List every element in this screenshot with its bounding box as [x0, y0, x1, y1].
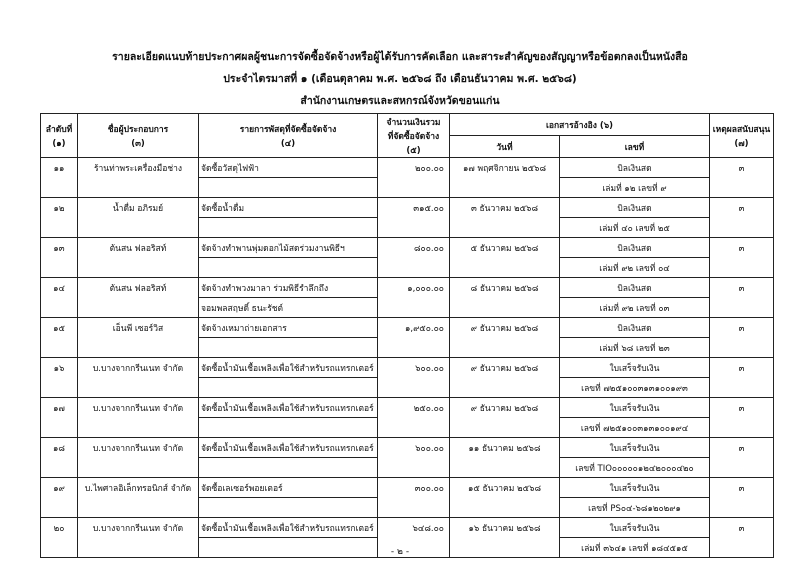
table-row-continuation [41, 218, 774, 238]
empty-cell [378, 458, 450, 478]
item-description-line2 [199, 498, 378, 518]
amount: ๘๐๐.๐๐ [378, 238, 450, 258]
reference-date: ๓ ธันวาคม ๒๕๖๘ [450, 198, 560, 218]
empty-cell [41, 258, 78, 278]
empty-cell [450, 418, 560, 438]
reference-doc-number: เลขที่ TIO๐๐๐๐๐๑๒๔๒๐๐๐๔๒๐ [560, 458, 710, 478]
empty-cell [710, 498, 774, 518]
item-description: จัดจ้างทำพวงมาลา ร่วมพิธีรำลึกถึง [199, 278, 378, 298]
empty-cell [78, 178, 199, 198]
reason-code: ๓ [710, 518, 774, 538]
item-description: จัดจ้างทำพานพุ่มดอกไม้สดร่วมงานพิธีฯ [199, 238, 378, 258]
header-ref-date: วันที่ [450, 136, 560, 158]
empty-cell [78, 338, 199, 358]
empty-cell [710, 458, 774, 478]
header-reference: เอกสารอ้างอิง (๖) [450, 114, 710, 136]
reason-code: ๓ [710, 438, 774, 458]
reference-date: ๑๑ ธันวาคม ๒๕๖๘ [450, 438, 560, 458]
item-description-line2 [199, 338, 378, 358]
amount: ๑,๐๐๐.๐๐ [378, 278, 450, 298]
table-row-continuation [41, 298, 774, 318]
table-row [41, 358, 774, 378]
header-vendor: ชื่อผู้ประกอบการ (๓) [78, 114, 199, 158]
item-description: จัดจ้างเหมาถ่ายเอกสาร [199, 318, 378, 338]
reference-doc-number: เล่มที่ ๑๒ เลขที่ ๙ [560, 178, 710, 198]
row-number: ๑๑ [41, 158, 78, 178]
vendor-name: เอ็นพี เซอร์วิส [78, 318, 199, 338]
empty-cell [78, 418, 199, 438]
document-office: สำนักงานเกษตรและสหกรณ์จังหวัดขอนแก่น [300, 95, 500, 107]
table-row [41, 318, 774, 338]
reason-code: ๓ [710, 398, 774, 418]
empty-cell [710, 258, 774, 278]
row-number: ๑๙ [41, 478, 78, 498]
reference-doc-number: เลขที่ ๗๒๕๑๐๐๓๑๓๑๐๐๑๙๓ [560, 378, 710, 398]
amount: ๑,๙๕๐.๐๐ [378, 318, 450, 338]
item-description: จัดซื้อน้ำมันเชื้อเพลิงเพื่อใช้สำหรับรถแทรกเตอร์ [199, 438, 378, 458]
empty-cell [450, 258, 560, 278]
reference-doc-number: เล่มที่ ๙๒ เลขที่ ๐๔ [560, 258, 710, 278]
row-number: ๒๐ [41, 518, 78, 538]
amount: ๓๐๐.๐๐ [378, 478, 450, 498]
page-number: - ๒ - [390, 547, 410, 557]
reference-date: ๙ ธันวาคม ๒๕๖๘ [450, 318, 560, 338]
reference-date: ๑๕ ธันวาคม ๒๕๖๘ [450, 478, 560, 498]
table-row-continuation [41, 418, 774, 438]
reference-doc-type: บิลเงินสด [560, 278, 710, 298]
reference-date: ๕ ธันวาคม ๒๕๖๘ [450, 238, 560, 258]
row-number: ๑๗ [41, 398, 78, 418]
reference-doc-number: เล่มที่ ๖๘ เลขที่ ๒๓ [560, 338, 710, 358]
table-row [41, 198, 774, 218]
table-row-continuation [41, 258, 774, 278]
item-description-line2 [199, 258, 378, 278]
reason-code: ๓ [710, 358, 774, 378]
empty-cell [710, 298, 774, 318]
empty-cell [78, 458, 199, 478]
reason-code: ๓ [710, 238, 774, 258]
table-row [41, 158, 774, 178]
empty-cell [78, 498, 199, 518]
item-description-line2 [199, 378, 378, 398]
empty-cell [450, 178, 560, 198]
item-description: จัดซื้อน้ำดื่ม [199, 198, 378, 218]
header-amount: จำนวนเงินรวม ที่จัดซื้อจัดจ้าง (๕) [378, 114, 450, 158]
empty-cell [41, 378, 78, 398]
table-row [41, 478, 774, 498]
empty-cell [450, 378, 560, 398]
vendor-name: บ.บางจากกรีนเนท จำกัด [78, 518, 199, 538]
empty-cell [450, 498, 560, 518]
reference-doc-type: ใบเสร็จรับเงิน [560, 358, 710, 378]
header-ref-no: เลขที่ [560, 136, 710, 158]
header-item: รายการพัสดุที่จัดซื้อจัดจ้าง (๔) [199, 114, 378, 158]
vendor-name: ต้นสน ฟลอริสท์ [78, 238, 199, 258]
vendor-name: บ.บางจากกรีนเนท จำกัด [78, 438, 199, 458]
vendor-name: บ.บางจากกรีนเนท จำกัด [78, 358, 199, 378]
vendor-name: น้ำดื่ม อภิรมย์ [78, 198, 199, 218]
vendor-name: บ.ไพศาลอิเล็กทรอนิกส์ จำกัด [78, 478, 199, 498]
row-number: ๑๒ [41, 198, 78, 218]
amount: ๖๐๐.๐๐ [378, 358, 450, 378]
empty-cell [41, 338, 78, 358]
table-row [41, 398, 774, 418]
table-row-continuation [41, 378, 774, 398]
reason-code: ๓ [710, 278, 774, 298]
empty-cell [41, 298, 78, 318]
table-row-continuation [41, 178, 774, 198]
empty-cell [378, 418, 450, 438]
reference-doc-type: บิลเงินสด [560, 198, 710, 218]
amount: ๒๐๐.๐๐ [378, 158, 450, 178]
empty-cell [710, 418, 774, 438]
item-description-line2 [199, 418, 378, 438]
reference-date: ๙ ธันวาคม ๒๕๖๘ [450, 398, 560, 418]
empty-cell [41, 458, 78, 478]
item-description-line2 [199, 178, 378, 198]
reference-doc-type: ใบเสร็จรับเงิน [560, 438, 710, 458]
reason-code: ๓ [710, 478, 774, 498]
item-description-line2 [199, 458, 378, 478]
reference-doc-number: เล่มที่ ๙๒ เลขที่ ๐๓ [560, 298, 710, 318]
row-number: ๑๖ [41, 358, 78, 378]
amount: ๓๑๕.๐๐ [378, 198, 450, 218]
vendor-name: ร้านท่าพระเครื่องมือช่าง [78, 158, 199, 178]
empty-cell [78, 298, 199, 318]
empty-cell [710, 378, 774, 398]
procurement-table [40, 113, 774, 558]
empty-cell [378, 258, 450, 278]
reference-doc-number: เล่มที่ ๔๐ เลขที่ ๒๕ [560, 218, 710, 238]
empty-cell [41, 218, 78, 238]
header-reason: เหตุผลสนับสนุน (๗) [710, 114, 774, 158]
table-row-continuation [41, 338, 774, 358]
item-description: จัดซื้อน้ำมันเชื้อเพลิงเพื่อใช้สำหรับรถแทรกเตอร์ [199, 358, 378, 378]
vendor-name: ต้นสน ฟลอริสท์ [78, 278, 199, 298]
reason-code: ๓ [710, 158, 774, 178]
reason-code: ๓ [710, 318, 774, 338]
reference-date: ๙ ธันวาคม ๒๕๖๘ [450, 358, 560, 378]
empty-cell [41, 178, 78, 198]
empty-cell [450, 218, 560, 238]
reference-doc-type: บิลเงินสด [560, 318, 710, 338]
reference-doc-type: ใบเสร็จรับเงิน [560, 398, 710, 418]
reference-date: ๘ ธันวาคม ๒๕๖๘ [450, 278, 560, 298]
reference-doc-type: บิลเงินสด [560, 158, 710, 178]
item-description-line2 [199, 218, 378, 238]
reference-doc-number: เลขที่ ๗๒๕๑๐๐๓๑๓๑๐๐๑๙๔ [560, 418, 710, 438]
empty-cell [378, 178, 450, 198]
reference-doc-number: เล่มที่ ๓๖๔๑ เลขที่ ๑๘๔๕๑๕ [560, 538, 710, 558]
empty-cell [378, 298, 450, 318]
empty-cell [378, 338, 450, 358]
empty-cell [41, 418, 78, 438]
item-description: จัดซื้อวัสดุไฟฟ้า [199, 158, 378, 178]
row-number: ๑๔ [41, 278, 78, 298]
reference-doc-type: ใบเสร็จรับเงิน [560, 478, 710, 498]
empty-cell [78, 378, 199, 398]
reference-doc-number: เลขที่ PS๐๔-๖๘๑๒๐๒๙๑ [560, 498, 710, 518]
header-no: ลำดับที่ (๑) [41, 114, 78, 158]
item-description-line2: จอมพลสฤษดิ์ ธนะรัชต์ [199, 298, 378, 318]
table-row-continuation [41, 498, 774, 518]
empty-cell [450, 338, 560, 358]
empty-cell [41, 498, 78, 518]
empty-cell [450, 458, 560, 478]
amount: ๖๔๘.๐๐ [378, 518, 450, 538]
reference-date: ๑๖ ธันวาคม ๒๕๖๘ [450, 518, 560, 538]
document-title: รายละเอียดแนบท้ายประกาศผลผู้ชนะการจัดซื้อจัดจ้างหรือผู้ได้รับการคัดเลือก และสาระสำคัญของสัญญาหรือข้อตกลงเป็นหนังสือ [112, 51, 688, 63]
item-description: จัดซื้อเลเซอร์พอยเตอร์ [199, 478, 378, 498]
reference-date: ๑๗ พฤศจิกายน ๒๕๖๘ [450, 158, 560, 178]
row-number: ๑๘ [41, 438, 78, 458]
table-row-continuation [41, 458, 774, 478]
table-row [41, 278, 774, 298]
empty-cell [378, 378, 450, 398]
empty-cell [450, 298, 560, 318]
empty-cell [378, 498, 450, 518]
empty-cell [710, 178, 774, 198]
item-description: จัดซื้อน้ำมันเชื้อเพลิงเพื่อใช้สำหรับรถแทรกเตอร์ [199, 518, 378, 538]
empty-cell [78, 218, 199, 238]
row-number: ๑๕ [41, 318, 78, 338]
amount: ๒๕๐.๐๐ [378, 398, 450, 418]
table-row [41, 438, 774, 458]
document-period: ประจำไตรมาสที่ ๑ (เดือนตุลาคม พ.ศ. ๒๕๖๘ ถึง เดือนธันวาคม พ.ศ. ๒๕๖๘) [223, 73, 577, 85]
reference-doc-type: บิลเงินสด [560, 238, 710, 258]
row-number: ๑๓ [41, 238, 78, 258]
reason-code: ๓ [710, 198, 774, 218]
vendor-name: บ.บางจากกรีนเนท จำกัด [78, 398, 199, 418]
reference-doc-type: ใบเสร็จรับเงิน [560, 518, 710, 538]
item-description: จัดซื้อน้ำมันเชื้อเพลิงเพื่อใช้สำหรับรถแทรกเตอร์ [199, 398, 378, 418]
empty-cell [378, 218, 450, 238]
table-row [41, 238, 774, 258]
table-row [41, 518, 774, 538]
empty-cell [710, 338, 774, 358]
empty-cell [710, 218, 774, 238]
empty-cell [78, 258, 199, 278]
amount: ๖๐๐.๐๐ [378, 438, 450, 458]
